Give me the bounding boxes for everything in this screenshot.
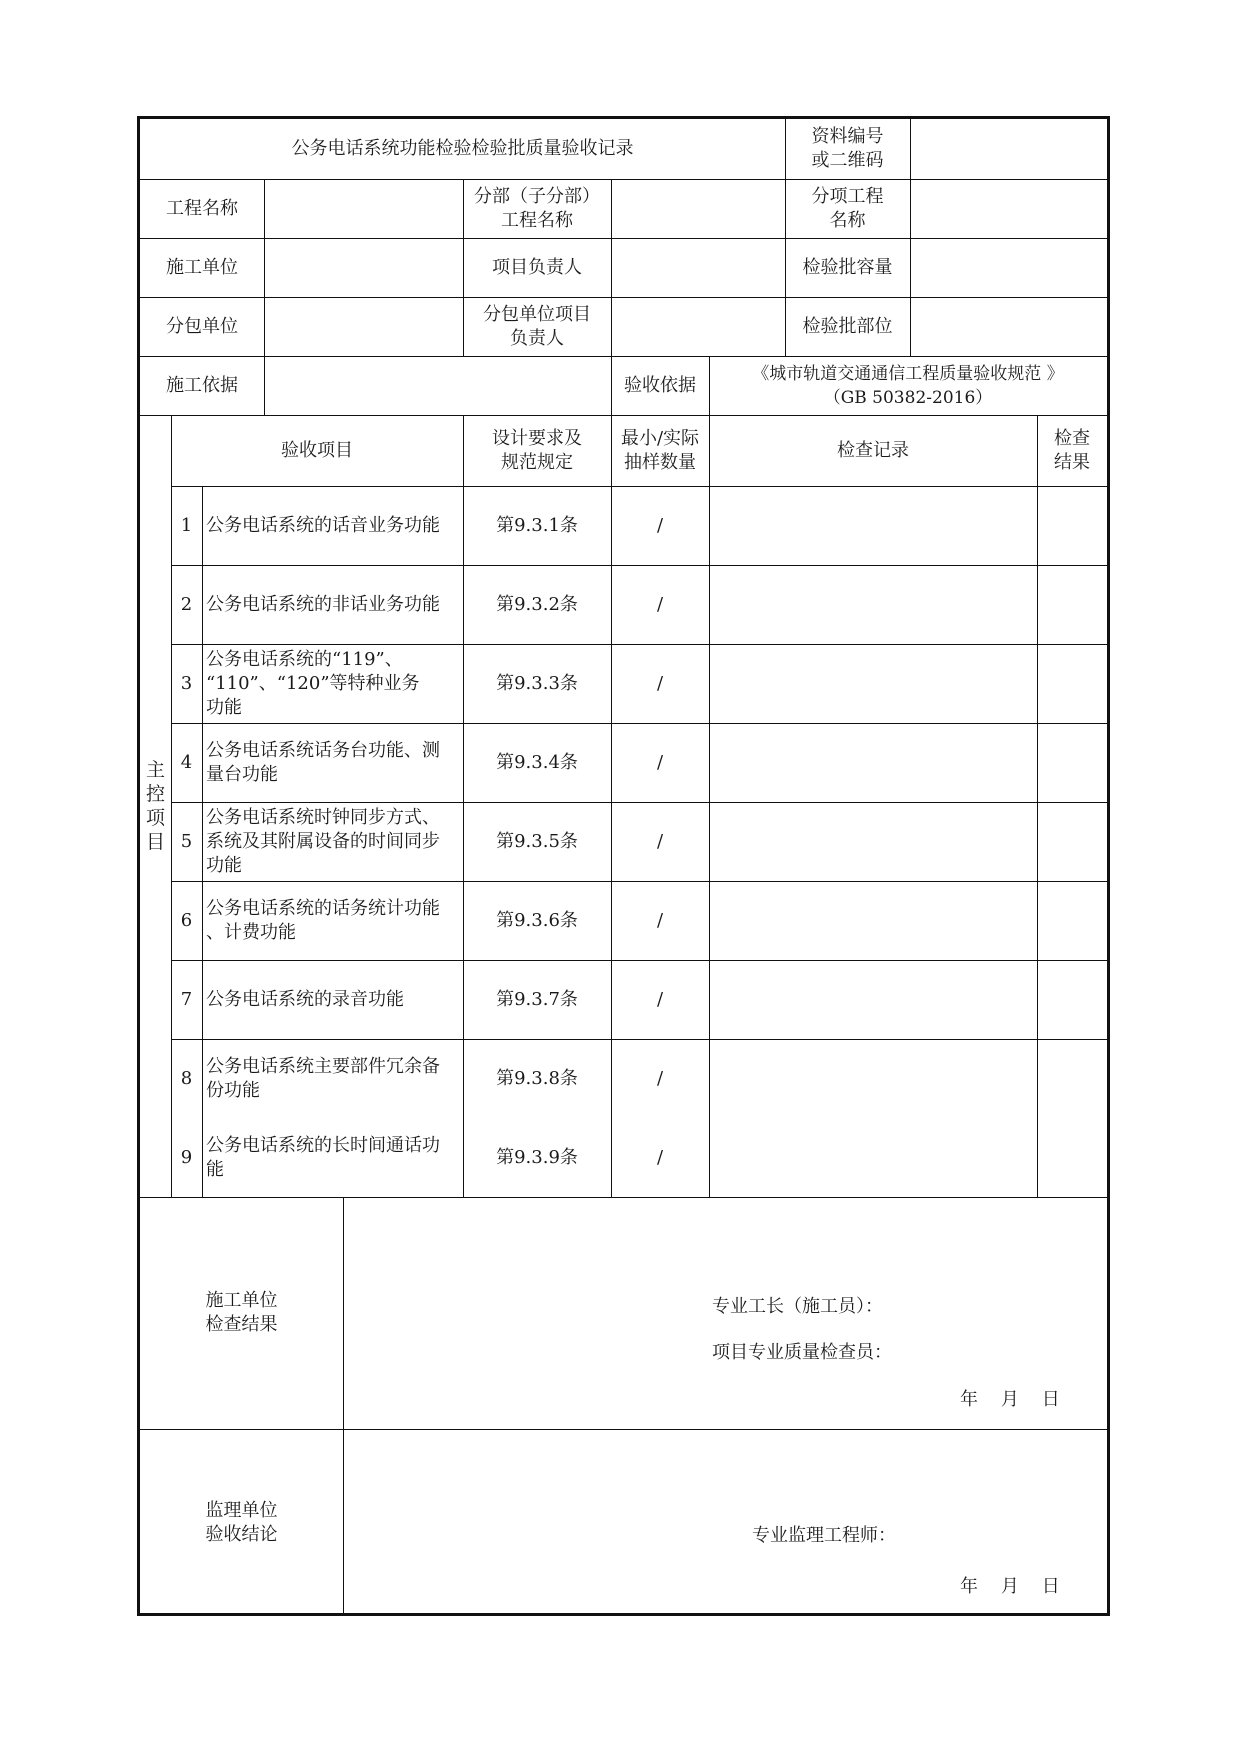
supervision-label: 监理单位 验收结论	[205, 1499, 278, 1545]
foreman-signature-label: 专业工长（施工员）：	[712, 1296, 883, 1317]
item-result[interactable]	[1037, 486, 1107, 565]
item-name: 公务电话系统的非话业务功能	[206, 593, 440, 615]
item-number: 6	[180, 909, 193, 931]
item-clause: 第9.3.9条	[496, 1146, 578, 1168]
item-clause: 第9.3.3条	[496, 672, 578, 694]
item-number: 4	[180, 751, 193, 773]
item-name: 公务电话系统的话音业务功能	[206, 514, 440, 536]
sub-item-label: 分项工程 名称	[811, 185, 884, 231]
item-sample: /	[656, 830, 664, 852]
subcontractor-manager-label: 分包单位项目 负责人	[483, 303, 591, 349]
item-name: 公务电话系统的长时间通话功 能	[206, 1134, 440, 1180]
item-record[interactable]	[709, 565, 1037, 644]
col-header-result: 检查 结果	[1054, 427, 1090, 473]
item-sample: /	[656, 909, 664, 931]
batch-capacity-value[interactable]	[910, 238, 1107, 297]
divider	[343, 1197, 344, 1616]
item-record[interactable]	[709, 1118, 1037, 1197]
construction-basis-value[interactable]	[264, 356, 611, 415]
doc-no-value[interactable]	[910, 119, 1107, 179]
batch-location-label: 检验批部位	[802, 315, 893, 337]
item-name: 公务电话系统的“119”、 “110”、“120”等特种业务 功能	[206, 648, 420, 718]
item-record[interactable]	[709, 644, 1037, 723]
item-clause: 第9.3.6条	[496, 909, 578, 931]
project-name-value[interactable]	[264, 179, 463, 238]
project-name-label: 工程名称	[166, 197, 238, 219]
acceptance-basis-value: 《城市轨道交通通信工程质量验收规范 》 （GB 50382-2016）	[752, 363, 1064, 408]
inspection-record-form	[137, 116, 1110, 1616]
subcontractor-manager-value[interactable]	[611, 297, 785, 356]
subcontractor-label: 分包单位	[166, 315, 238, 337]
item-sample: /	[656, 593, 664, 615]
doc-no-label: 资料编号 或二维码	[811, 126, 884, 171]
item-number: 2	[180, 593, 193, 615]
item-clause: 第9.3.8条	[496, 1067, 578, 1089]
col-header-item: 验收项目	[281, 439, 353, 461]
col-header-requirement: 设计要求及 规范规定	[492, 427, 582, 473]
item-clause: 第9.3.1条	[496, 514, 578, 536]
batch-location-value[interactable]	[910, 297, 1107, 356]
item-result[interactable]	[1037, 1118, 1107, 1197]
project-manager-label: 项目负责人	[492, 256, 582, 278]
item-number: 8	[180, 1067, 193, 1089]
item-result[interactable]	[1037, 723, 1107, 802]
item-result[interactable]	[1037, 565, 1107, 644]
item-number: 1	[180, 514, 193, 536]
item-clause: 第9.3.5条	[496, 830, 578, 852]
construction-unit-value[interactable]	[264, 238, 463, 297]
subcontractor-value[interactable]	[264, 297, 463, 356]
project-manager-value[interactable]	[611, 238, 785, 297]
item-number: 9	[180, 1146, 193, 1168]
item-sample: /	[656, 751, 664, 773]
col-header-sample: 最小/实际 抽样数量	[620, 427, 700, 473]
main-control-label: 主 控 项 目	[145, 759, 165, 853]
item-record[interactable]	[709, 723, 1037, 802]
item-sample: /	[656, 988, 664, 1010]
item-name: 公务电话系统的话务统计功能 、计费功能	[206, 897, 440, 943]
construction-basis-label: 施工依据	[166, 374, 238, 396]
item-result[interactable]	[1037, 644, 1107, 723]
item-clause: 第9.3.7条	[496, 988, 578, 1010]
item-record[interactable]	[709, 802, 1037, 881]
item-name: 公务电话系统时钟同步方式、 系统及其附属设备的时间同步 功能	[206, 806, 440, 876]
construction-unit-label: 施工单位	[166, 256, 238, 278]
item-record[interactable]	[709, 960, 1037, 1039]
item-sample: /	[656, 672, 664, 694]
acceptance-basis-label: 验收依据	[624, 374, 696, 396]
item-result[interactable]	[1037, 1039, 1107, 1118]
sub-division-value[interactable]	[611, 179, 785, 238]
item-number: 3	[180, 672, 193, 694]
sub-division-label: 分部（子分部） 工程名称	[474, 185, 600, 231]
item-name: 公务电话系统主要部件冗余备 份功能	[206, 1055, 440, 1101]
item-result[interactable]	[1037, 960, 1107, 1039]
item-result[interactable]	[1037, 802, 1107, 881]
item-clause: 第9.3.4条	[496, 751, 578, 773]
quality-inspector-signature-label: 项目专业质量检查员：	[712, 1342, 892, 1363]
form-title: 公务电话系统功能检验检验批质量验收记录	[291, 138, 634, 159]
item-record[interactable]	[709, 1039, 1037, 1118]
item-number: 5	[180, 830, 193, 852]
item-sample: /	[656, 1146, 664, 1168]
construction-check-label: 施工单位 检查结果	[205, 1290, 278, 1335]
item-sample: /	[656, 1067, 664, 1089]
supervision-date: 年 月 日	[960, 1576, 1060, 1597]
item-sample: /	[656, 514, 664, 536]
item-clause: 第9.3.2条	[496, 593, 578, 615]
col-header-record: 检查记录	[837, 439, 909, 461]
item-name: 公务电话系统话务台功能、测 量台功能	[206, 739, 440, 785]
supervision-engineer-signature-label: 专业监理工程师：	[752, 1525, 896, 1546]
batch-capacity-label: 检验批容量	[802, 256, 893, 278]
item-number: 7	[180, 988, 193, 1010]
item-result[interactable]	[1037, 881, 1107, 960]
construction-check-date: 年 月 日	[960, 1389, 1060, 1410]
item-record[interactable]	[709, 486, 1037, 565]
sub-item-value[interactable]	[910, 179, 1107, 238]
item-record[interactable]	[709, 881, 1037, 960]
item-name: 公务电话系统的录音功能	[206, 988, 404, 1010]
